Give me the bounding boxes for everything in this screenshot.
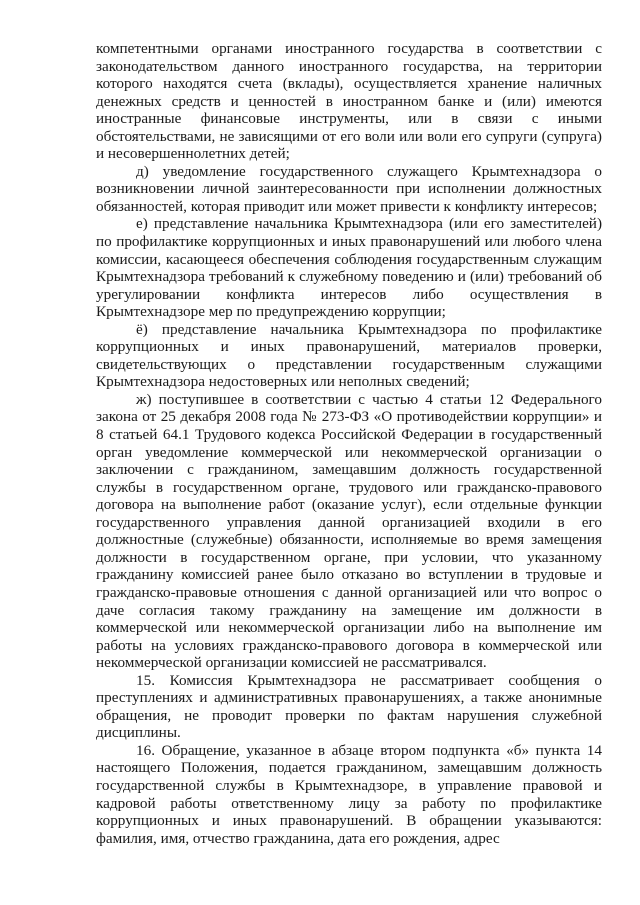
paragraph-item-yo: ё) представление начальника Крымтехнадзора по профилактике коррупционных и иных правонарушений, материалов проверки, свидетельствующих о представлении государственным служащими Крымтехнадзора недостоверных или неполных сведений;	[96, 320, 602, 391]
paragraph-clause-16: 16. Обращение, указанное в абзаце втором подпункта «б» пункта 14 настоящего Положения, подается гражданином, замещавшим должность государственной службы в Крымтехнадзоре, в управление правовой и кадровой работы ответственному лицу за работу по профилактике коррупционных и иных правонарушений. В обращении указываются: фамилия, имя, отчество гражданина, дата его рождения, адрес	[96, 741, 602, 847]
paragraph-item-e: е) представление начальника Крымтехнадзора (или его заместителей) по профилактике коррупционных и иных правонарушений или любого члена комиссии, касающееся обеспечения соблюдения государственным служащим Крымтехнадзора требований к служебному поведению и (или) требований об урегулировании конфликта интересов либо осуществления в Крымтехнадзоре мер по предупреждению коррупции;	[96, 215, 602, 321]
paragraph-item-d: д) уведомление государственного служащего Крымтехнадзора о возникновении личной заинтересованности при исполнении должностных обязанностей, которая приводит или может привести к конфликту интересов;	[96, 162, 602, 215]
paragraph-continuation: компетентными органами иностранного государства в соответствии с законодательством данного иностранного государства, на территории которого находятся счета (вклады), осуществляется хранение наличных денежных средств и ценностей в иностранном банке и (или) имеются иностранные финансовые инструменты, или в связи с иными обстоятельствами, не зависящими от его воли или воли его супруги (супруга) и несовершеннолетних детей;	[96, 40, 602, 163]
paragraph-clause-15: 15. Комиссия Крымтехнадзора не рассматривает сообщения о преступлениях и административных правонарушениях, а также анонимные обращения, не проводит проверки по фактам нарушения служебной дисциплины.	[96, 671, 602, 742]
paragraph-item-zh: ж) поступившее в соответствии с частью 4 статьи 12 Федерального закона от 25 декабря 2008 года № 273-ФЗ «О противодействии коррупции» и 8 статьей 64.1 Трудового кодекса Российской Федерации в государственный орган уведомление коммерческой или некоммерческой организации о заключении с гражданином, замещавшим должность государственной службы в государственном органе, трудового или гражданско-правового договора на выполнение работ (оказание услуг), если отдельные функции государственного управления данной организацией входили в его должностные (служебные) обязанности, исполняемые во время замещения должности в государственном органе, при условии, что указанному гражданину комиссией ранее было отказано во вступлении в трудовые и гражданско-правовые отношения с данной организацией или что вопрос о даче согласия такому гражданину на замещение им должности в коммерческой или некоммерческой организации либо на выполнение им работы на условиях гражданско-правового договора в коммерческой или некоммерческой организации комиссией не рассматривался.	[96, 390, 602, 672]
document-page	[96, 40, 602, 847]
